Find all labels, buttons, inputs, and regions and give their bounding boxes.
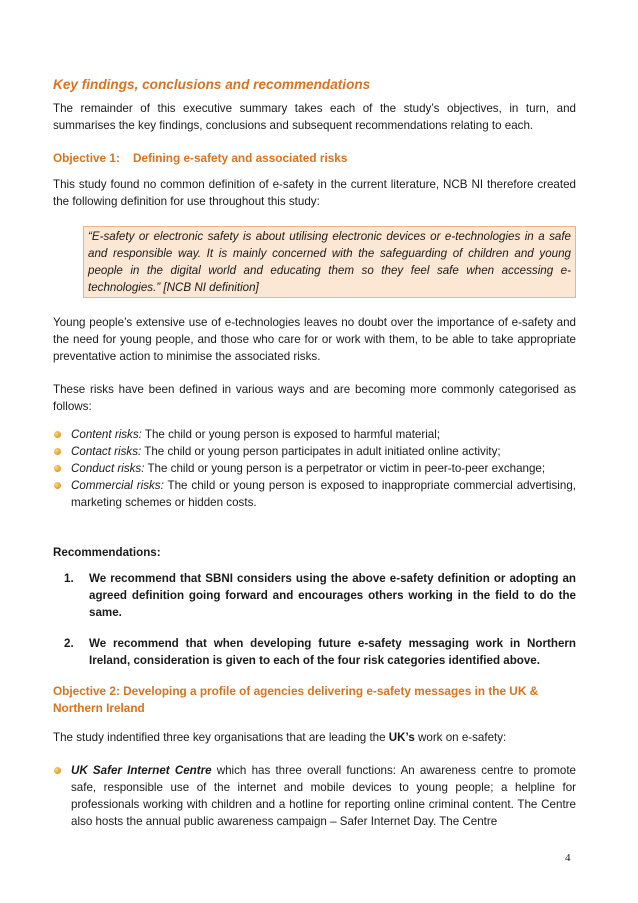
risk-item-conduct <box>53 460 576 477</box>
objective1-heading <box>53 150 576 167</box>
bullet-icon <box>54 431 61 438</box>
objective2-intro-end: work on e-safety: <box>414 731 507 744</box>
page-content <box>53 76 576 847</box>
recommendations-heading: Recommendations: <box>53 546 161 559</box>
organisation-list <box>53 762 576 830</box>
objective1-paragraph-2: These risks have been defined in various ways and are becoming more commonly categorised as follows: <box>53 383 576 413</box>
recommendation-number: 2. <box>64 637 74 650</box>
risk-text: The child or young person is exposed to inappropriate commercial advertising, marketing schemes or hidden costs. <box>71 479 576 509</box>
organisation-item <box>53 762 576 830</box>
risk-list <box>53 426 576 511</box>
recommendation-number: 1. <box>64 572 74 585</box>
recommendation-text: We recommend that SBNI considers using the above e-safety definition or adopting an agreed definition going forward and encourages others working in the field to do the same. <box>89 572 576 619</box>
objective2-intro <box>53 729 576 746</box>
risk-term: Contact risks: <box>71 445 142 458</box>
objective1-title: Defining e-safety and associated risks <box>133 151 348 165</box>
recommendation-text: We recommend that when developing future e-safety messaging work in Northern Ireland, consideration is given to each of the four risk categories identified above. <box>89 637 576 667</box>
recommendation-item <box>53 570 576 621</box>
intro-paragraph: The remainder of this executive summary takes each of the study’s objectives, in turn, and summarises the key findings, conclusions and subsequent recommendations relating to each. <box>53 102 576 132</box>
risk-term: Commercial risks: <box>71 479 164 492</box>
organisation-description: which has three overall functions: An awareness centre to promote safe, responsible use of the internet and mobile devices to young people; a helpline for professionals working with children and a hotline for reporting online criminal content. The Centre also hosts the annual public awareness campaign – Safer Internet Day. The Centre <box>71 764 576 828</box>
bullet-icon <box>54 767 61 774</box>
objective1-number: Objective 1: <box>53 151 120 165</box>
objective2-heading: Objective 2: Developing a profile of agencies delivering e-safety messages in the UK & Northern Ireland <box>53 684 539 715</box>
risk-text: The child or young person is exposed to harmful material; <box>141 428 441 441</box>
objective2-intro-start: The study indentified three key organisations that are leading the <box>53 731 389 744</box>
section-heading: Key findings, conclusions and recommendations <box>53 77 371 92</box>
recommendation-item <box>53 635 576 669</box>
bullet-icon <box>54 465 61 472</box>
objective2-intro-bold: UK’s <box>388 731 415 744</box>
risk-term: Conduct risks: <box>71 462 145 475</box>
page-number: 4 <box>565 852 571 864</box>
definition-quote-box: “E-safety or electronic safety is about utilising electronic devices or e-technologies in a safe and responsible way. It is mainly concerned with the safeguarding of children and young people in the digital world and educating them so they feel safe when accessing e-technologies.” [NCB NI definition] <box>83 226 576 298</box>
organisation-name: UK Safer Internet Centre <box>71 764 212 777</box>
objective1-paragraph-1: Young people’s extensive use of e-technologies leaves no doubt over the importance of e-safety and the need for young people, and those who care for or work with them, to be able to take appropriate preventative action to minimise the associated risks. <box>53 316 576 363</box>
risk-item-commercial <box>53 477 576 511</box>
risk-item-contact <box>53 443 576 460</box>
bullet-icon <box>54 448 61 455</box>
bullet-icon <box>54 482 61 489</box>
risk-text: The child or young person participates in adult initiated online activity; <box>141 445 501 458</box>
risk-term: Content risks: <box>71 428 142 441</box>
risk-item-content <box>53 426 576 443</box>
risk-text: The child or young person is a perpetrator or victim in peer-to-peer exchange; <box>144 462 546 475</box>
recommendations-list <box>53 570 576 669</box>
objective1-finding: This study found no common definition of e-safety in the current literature, NCB NI therefore created the following definition for use throughout this study: <box>53 178 576 208</box>
